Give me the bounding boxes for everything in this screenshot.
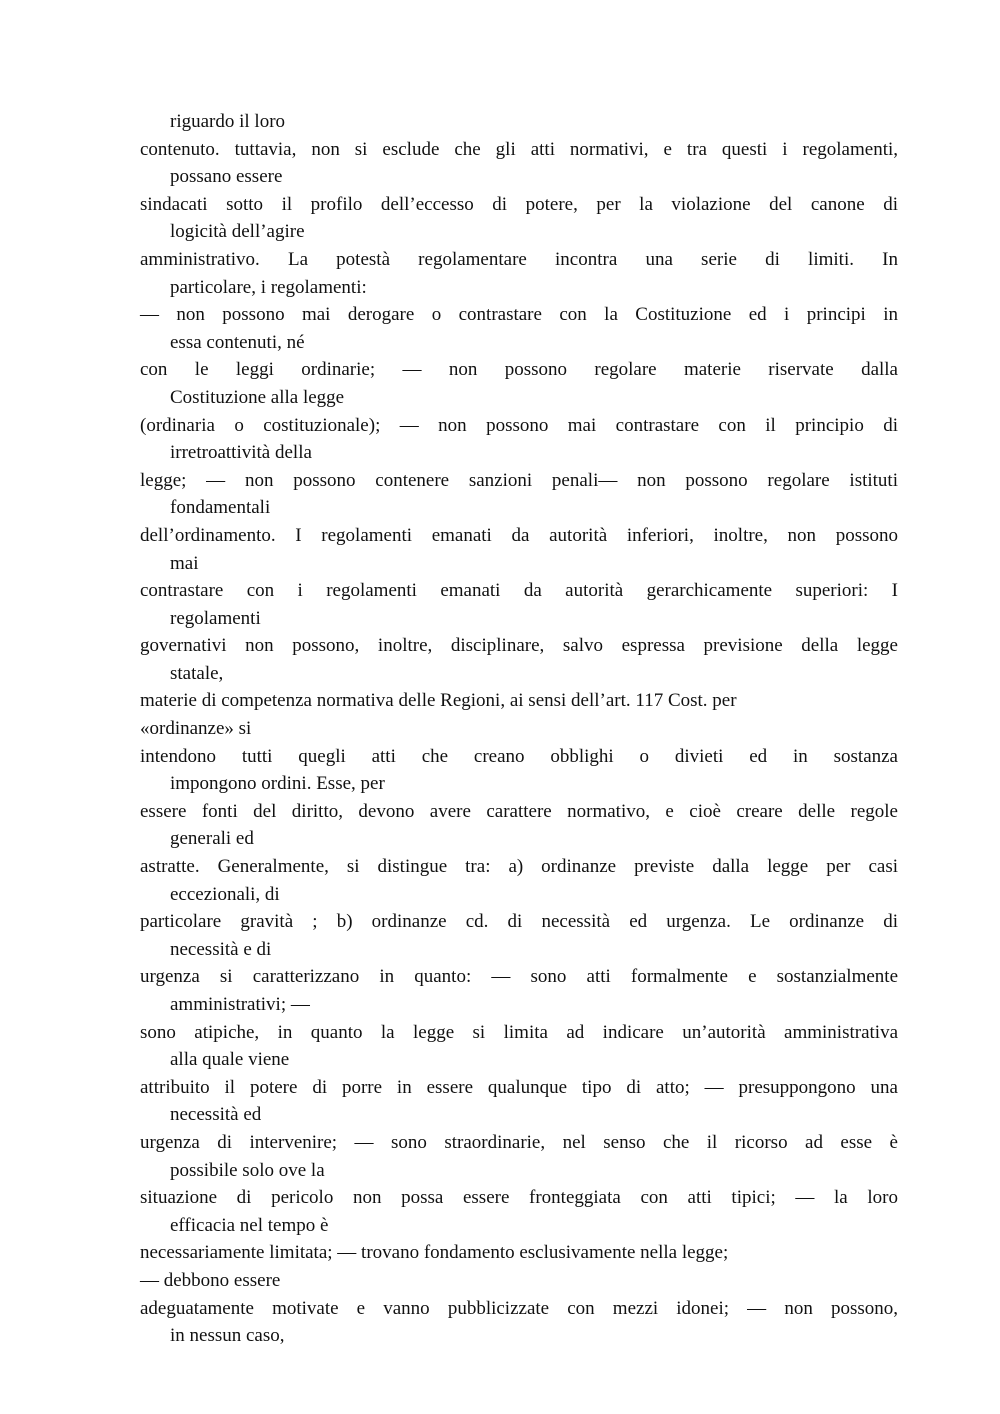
- text-line-continuation: amministrativi; —: [170, 994, 310, 1015]
- text-line: legge; — non possono contenere sanzioni penali— non possono regolare istituti: [140, 469, 898, 491]
- text-line: necessariamente limitata; — trovano fondamento esclusivamente nella legge;: [140, 1242, 729, 1264]
- text-line-continuation: particolare, i regolamenti:: [170, 276, 367, 298]
- text-line: essere fonti del diritto, devono avere carattere normativo, e cioè creare delle regole: [140, 800, 898, 822]
- text-line: astratte. Generalmente, si distingue tra: a) ordinanze previste dalla legge per casi: [140, 856, 898, 878]
- text-line-continuation: logicità dell’agire: [170, 221, 305, 243]
- text-line-continuation: fondamentali: [170, 497, 271, 519]
- text-line: — non possono mai derogare o contrastare con la Costituzione ed i principi in: [140, 304, 898, 326]
- text-line-continuation: possano essere: [170, 166, 283, 188]
- text-line-continuation: Costituzione alla legge: [170, 386, 345, 408]
- text-line-continuation: statale,: [170, 662, 224, 684]
- text-line-continuation: possibile solo ove la: [170, 1159, 325, 1181]
- text-line-continuation: riguardo il loro: [170, 111, 286, 132]
- text-line-continuation: necessità ed: [170, 1104, 262, 1126]
- text-line-continuation: generali ed: [170, 828, 254, 850]
- text-line-continuation: mai: [170, 552, 199, 574]
- text-line-continuation: impongono ordini. Esse, per: [170, 773, 385, 795]
- text-line-continuation: efficacia nel tempo è: [170, 1214, 329, 1236]
- text-line: sindacati sotto il profilo dell’eccesso di potere, per la violazione del canone di: [140, 193, 898, 215]
- body-text: [140, 108, 898, 1350]
- text-line: materie di competenza normativa delle Regioni, ai sensi dell’art. 117 Cost. per: [140, 690, 737, 712]
- text-line: sono atipiche, in quanto la legge si limita ad indicare un’autorità amministrativa: [140, 1021, 898, 1043]
- text-line: urgenza si caratterizzano in quanto: — sono atti formalmente e sostanzialmente: [140, 966, 898, 988]
- text-line: (ordinaria o costituzionale); — non possono mai contrastare con il principio di: [140, 414, 898, 436]
- text-line: intendono tutti quegli atti che creano obblighi o divieti ed in sostanza: [140, 745, 898, 767]
- text-line-continuation: regolamenti: [170, 607, 261, 629]
- text-line: situazione di pericolo non possa essere fronteggiata con atti tipici; — la loro: [140, 1187, 898, 1209]
- text-line: con le leggi ordinarie; — non possono regolare materie riservate dalla: [140, 359, 898, 381]
- text-line-continuation: irretroattività della: [170, 442, 312, 464]
- text-line: urgenza di intervenire; — sono straordinarie, nel senso che il ricorso ad esse è: [140, 1131, 898, 1153]
- text-line: contenuto. tuttavia, non si esclude che gli atti normativi, e tra questi i regolamenti,: [140, 138, 898, 160]
- text-line: governativi non possono, inoltre, disciplinare, salvo espressa previsione della legge: [140, 635, 898, 657]
- text-line-continuation: essa contenuti, né: [170, 331, 305, 353]
- text-line-continuation: in nessun caso,: [170, 1325, 285, 1347]
- text-line: particolare gravità ; b) ordinanze cd. di necessità ed urgenza. Le ordinanze di: [140, 911, 898, 933]
- text-line: «ordinanze» si: [140, 718, 252, 740]
- text-line: adeguatamente motivate e vanno pubblicizzate con mezzi idonei; — non possono,: [140, 1297, 898, 1319]
- text-line: dell’ordinamento. I regolamenti emanati da autorità inferiori, inoltre, non possono: [140, 524, 898, 546]
- text-line-continuation: eccezionali, di: [170, 883, 280, 905]
- text-line: contrastare con i regolamenti emanati da autorità gerarchicamente superiori: I: [140, 580, 898, 602]
- text-line: attribuito il potere di porre in essere qualunque tipo di atto; — presuppongono una: [140, 1076, 898, 1098]
- text-line: amministrativo. La potestà regolamentare incontra una serie di limiti. In: [140, 248, 898, 270]
- text-line-continuation: necessità e di: [170, 938, 272, 960]
- text-line-continuation: alla quale viene: [170, 1049, 290, 1071]
- text-line: — debbono essere: [140, 1269, 281, 1291]
